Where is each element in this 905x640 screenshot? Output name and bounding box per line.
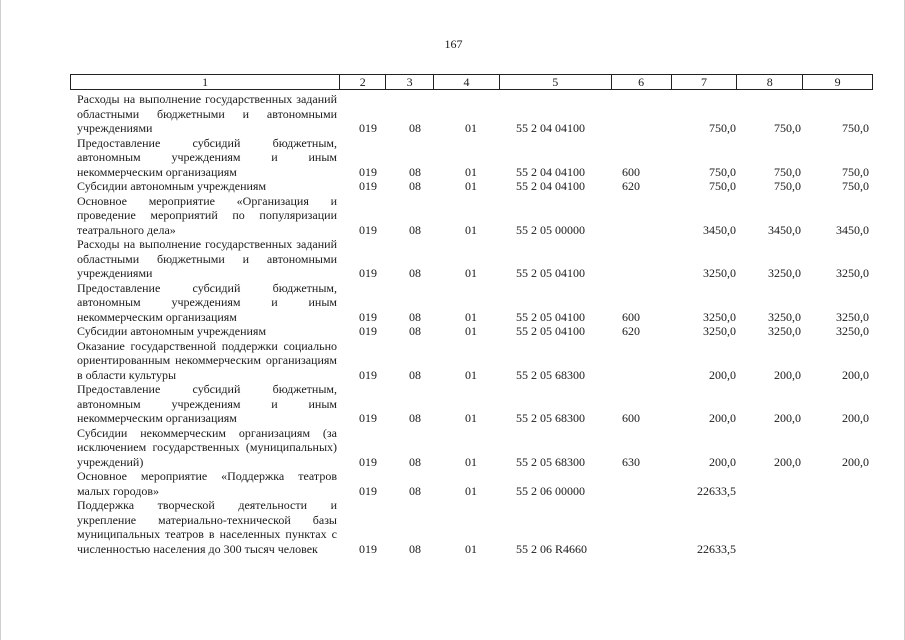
table-row: [1, 324, 905, 339]
cell-col-3: 08: [409, 454, 421, 469]
cell-col-8: 750,0: [774, 179, 801, 193]
cell-col-8: 3250,0: [768, 324, 801, 338]
cell-col-9: 3250,0: [836, 324, 869, 338]
cell-col-4: 01: [465, 309, 477, 324]
cell-col-2: 019: [359, 179, 377, 193]
cell-col-2: 019: [359, 164, 377, 179]
cell-col-4: 01: [465, 367, 477, 382]
table-row: [1, 194, 905, 238]
table-row: [1, 339, 905, 383]
cell-col-4: 01: [465, 483, 477, 498]
cell-col-5: 55 2 05 68300: [516, 454, 585, 469]
row-description: Расходы на выполнение государственных заданий областными бюджетными и автономными учреждениями: [77, 92, 337, 135]
row-description: Предоставление субсидий бюджетным, автономным учреждениям и иным некоммерческим организациям: [77, 280, 337, 324]
cell-col-9: 200,0: [842, 454, 869, 469]
cell-col-5: 55 2 05 68300: [516, 411, 585, 425]
cell-col-8: 200,0: [774, 367, 801, 382]
row-description: Предоставление субсидий бюджетным, автономным учреждениям и иным некоммерческим организациям: [77, 135, 337, 179]
cell-col-3: 08: [409, 541, 421, 556]
row-description: Поддержка творческой деятельности и укрепление материально-технической базы муниципальных театров в населенных пунктах с численностью населения до 300 тысяч человек: [77, 498, 337, 556]
cell-col-4: 01: [465, 121, 477, 135]
cell-col-4: 01: [465, 222, 477, 237]
cell-col-3: 08: [409, 121, 421, 135]
cell-col-9: 750,0: [842, 164, 869, 179]
cell-col-5: 55 2 04 04100: [516, 179, 585, 193]
cell-col-5: 55 2 06 00000: [516, 483, 585, 498]
cell-col-2: 019: [359, 266, 377, 280]
header-col-2: 2: [340, 75, 386, 89]
cell-col-7: 3250,0: [703, 309, 736, 324]
table-row: [1, 92, 905, 136]
cell-col-2: 019: [359, 541, 377, 556]
cell-col-8: 750,0: [774, 164, 801, 179]
header-col-5: 5: [500, 75, 612, 89]
cell-col-3: 08: [409, 483, 421, 498]
cell-col-7: 200,0: [709, 411, 736, 425]
header-col-3: 3: [386, 75, 434, 89]
cell-col-7: 22633,5: [697, 541, 736, 556]
table-row: [1, 469, 905, 498]
cell-col-3: 08: [409, 411, 421, 425]
cell-col-5: 55 2 04 04100: [516, 121, 585, 135]
cell-col-3: 08: [409, 222, 421, 237]
row-description: Основное мероприятие «Поддержка театров малых городов»: [77, 469, 337, 498]
header-col-7: 7: [672, 75, 738, 89]
cell-col-8: 3250,0: [768, 309, 801, 324]
cell-col-7: 200,0: [709, 454, 736, 469]
cell-col-9: 750,0: [842, 179, 869, 193]
cell-col-7: 200,0: [709, 367, 736, 382]
cell-col-5: 55 2 05 04100: [516, 324, 585, 338]
cell-col-2: 019: [359, 222, 377, 237]
cell-col-4: 01: [465, 324, 477, 338]
cell-col-2: 019: [359, 121, 377, 135]
cell-col-7: 3250,0: [703, 266, 736, 280]
cell-col-3: 08: [409, 266, 421, 280]
row-description: Основное мероприятие «Организация и проведение мероприятий по популяризации театрального дела»: [77, 193, 337, 237]
cell-col-6: 600: [622, 309, 640, 324]
cell-col-5: 55 2 05 00000: [516, 222, 585, 237]
cell-col-4: 01: [465, 164, 477, 179]
row-description: Субсидии автономным учреждениям: [77, 324, 267, 338]
header-col-6: 6: [612, 75, 672, 89]
cell-col-7: 750,0: [709, 121, 736, 135]
cell-col-7: 3450,0: [703, 222, 736, 237]
cell-col-7: 750,0: [709, 179, 736, 193]
cell-col-4: 01: [465, 266, 477, 280]
cell-col-5: 55 2 05 04100: [516, 266, 585, 280]
cell-col-4: 01: [465, 411, 477, 425]
cell-col-9: 200,0: [842, 411, 869, 425]
cell-col-4: 01: [465, 179, 477, 193]
cell-col-3: 08: [409, 367, 421, 382]
cell-col-2: 019: [359, 483, 377, 498]
table-body: [1, 92, 905, 556]
cell-col-3: 08: [409, 179, 421, 193]
cell-col-2: 019: [359, 309, 377, 324]
header-col-9: 9: [834, 75, 841, 89]
row-description: Субсидии автономным учреждениям: [77, 179, 267, 193]
cell-col-9: 3250,0: [836, 309, 869, 324]
cell-col-8: 3250,0: [768, 266, 801, 280]
row-description: Расходы на выполнение государственных заданий областными бюджетными и автономными учреждениями: [77, 237, 337, 280]
cell-col-9: 3250,0: [836, 266, 869, 280]
row-description: Оказание государственной поддержки социально ориентированным некоммерческим организациям в области культуры: [77, 338, 337, 382]
cell-col-6: 620: [622, 324, 640, 338]
row-description: Предоставление субсидий бюджетным, автономным учреждениям и иным некоммерческим организациям: [77, 382, 337, 425]
table-row: [1, 136, 905, 180]
cell-col-4: 01: [465, 541, 477, 556]
cell-col-6: 630: [622, 454, 640, 469]
table-header: [70, 74, 873, 90]
header-col-1: 1: [71, 75, 340, 89]
cell-col-3: 08: [409, 309, 421, 324]
cell-col-9: 750,0: [842, 121, 869, 135]
cell-col-6: 620: [622, 179, 640, 193]
cell-col-2: 019: [359, 367, 377, 382]
cell-col-7: 3250,0: [703, 324, 736, 338]
cell-col-4: 01: [465, 454, 477, 469]
cell-col-6: 600: [622, 164, 640, 179]
cell-col-8: 3450,0: [768, 222, 801, 237]
table-row: [1, 179, 905, 194]
table-row: [1, 382, 905, 426]
header-col-4: 4: [434, 75, 500, 89]
cell-col-9: 3450,0: [836, 222, 869, 237]
page-number: 167: [444, 37, 463, 51]
cell-col-5: 55 2 06 R4660: [516, 541, 588, 556]
row-description: Субсидии некоммерческим организациям (за исключением государственных (муниципальных) учреждений): [77, 425, 337, 469]
cell-col-7: 750,0: [709, 164, 736, 179]
table-row: [1, 426, 905, 470]
cell-col-5: 55 2 05 68300: [516, 367, 585, 382]
cell-col-9: 200,0: [842, 367, 869, 382]
table-row: [1, 281, 905, 325]
cell-col-5: 55 2 04 04100: [516, 164, 585, 179]
cell-col-8: 200,0: [774, 454, 801, 469]
cell-col-8: 750,0: [774, 121, 801, 135]
cell-col-2: 019: [359, 411, 377, 425]
cell-col-6: 600: [622, 411, 640, 425]
cell-col-7: 22633,5: [697, 483, 736, 498]
header-col-8: 8: [737, 75, 803, 89]
cell-col-2: 019: [359, 324, 377, 338]
cell-col-5: 55 2 05 04100: [516, 309, 585, 324]
table-row: [1, 498, 905, 556]
cell-col-8: 200,0: [774, 411, 801, 425]
cell-col-3: 08: [409, 164, 421, 179]
cell-col-3: 08: [409, 324, 421, 338]
cell-col-2: 019: [359, 454, 377, 469]
table-row: [1, 237, 905, 281]
